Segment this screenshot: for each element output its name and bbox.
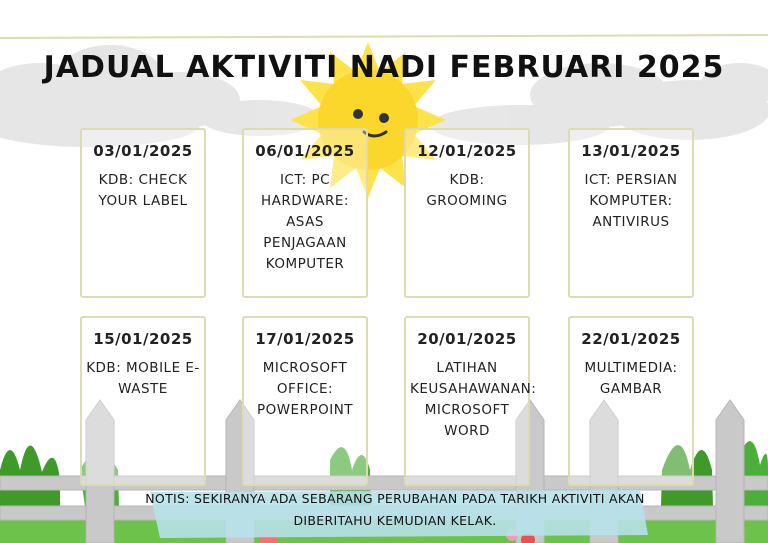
activity-date: 12/01/2025 xyxy=(417,142,517,160)
page-title: JADUAL AKTIVITI NADI FEBRUARI 2025 xyxy=(43,50,725,85)
activity-name: KDB: MOBILE E-WASTE xyxy=(86,360,200,397)
schedule-card xyxy=(242,316,368,486)
notice-text: NOTIS: SEKIRANYA ADA SEBARANG PERUBAHAN PADA TARIKH AKTIVITI AKAN DIBERITAHU KEMUDIAN KELAK. xyxy=(145,491,645,528)
schedule-card xyxy=(80,128,206,298)
schedule-card xyxy=(404,316,537,486)
activity-date: 17/01/2025 xyxy=(255,330,355,348)
activity-name: KDB: GROOMING xyxy=(426,172,508,209)
activity-date: 20/01/2025 xyxy=(417,330,517,348)
activity-name: KDB: CHECK YOUR LABEL xyxy=(98,172,188,209)
schedule-card xyxy=(568,316,694,486)
activity-date: 13/01/2025 xyxy=(581,142,681,160)
activity-date: 06/01/2025 xyxy=(255,142,355,160)
activity-date: 15/01/2025 xyxy=(93,330,193,348)
activity-name: LATIHAN KEUSAHAWANAN: MICROSOFT WORD xyxy=(410,360,537,439)
schedule-card xyxy=(80,316,206,486)
top-border-line xyxy=(0,35,768,38)
activity-name: MICROSOFT OFFICE: POWERPOINT xyxy=(256,360,354,418)
activity-name: ICT: PC HARDWARE: ASAS PENJAGAAN KOMPUTER xyxy=(261,172,349,272)
activity-date: 03/01/2025 xyxy=(93,142,193,160)
activity-name: ICT: PERSIAN KOMPUTER: ANTIVIRUS xyxy=(584,172,678,230)
activity-date: 22/01/2025 xyxy=(581,330,681,348)
schedule-card xyxy=(568,128,694,298)
schedule-card xyxy=(242,128,368,298)
schedule-card xyxy=(404,128,530,298)
activity-name: MULTIMEDIA: GAMBAR xyxy=(584,360,678,397)
